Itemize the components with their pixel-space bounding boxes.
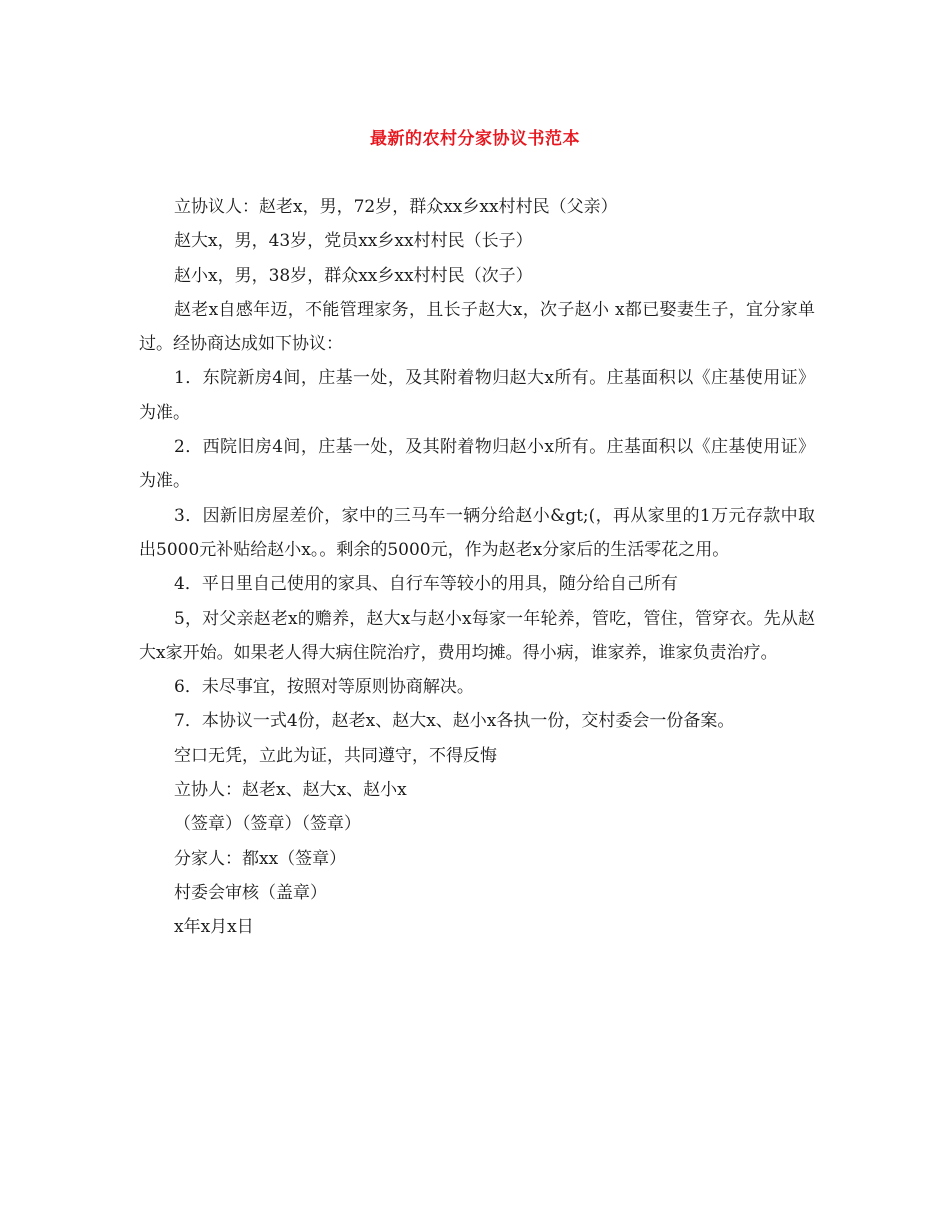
closing-statement: 空口无凭，立此为证，共同遵守，不得反悔 (174, 745, 497, 766)
clause-4-paragraph: 4．平日里自己使用的家具、自行车等较小的用具，随分给自己所有 (174, 574, 678, 595)
signatories-line: 立协人：赵老x、赵大x、赵小x (174, 780, 407, 801)
document-title: 最新的农村分家协议书范本 (370, 129, 580, 149)
date-line: x年x月x日 (174, 917, 254, 938)
village-committee-approval-line: 村委会审核（盖章） (174, 882, 327, 903)
clause-3-paragraph: 3．因新旧房屋差价，家中的三马车一辆分给赵小&gt;(，再从家里的1万元存款中取出5000元补贴给赵小x。。剩余的5000元，作为赵老x分家后的生活零花之用。 (139, 505, 815, 560)
party-second-son-paragraph: 赵小x，男，38岁，群众xx乡xx村村民（次子） (174, 265, 533, 286)
clause-6-paragraph: 6．未尽事宜，按照对等原则协商解决。 (174, 677, 474, 698)
clause-2-paragraph: 2．西院旧房4间，庄基一处，及其附着物归赵小x所有。庄基面积以《庄基使用证》为准。 (139, 437, 815, 492)
signature-seals-line: （签章）（签章）（签章） (174, 814, 361, 835)
document-body (139, 190, 815, 945)
clause-1-paragraph: 1．东院新房4间，庄基一处，及其附着物归赵大x所有。庄基面积以《庄基使用证》为准。 (139, 368, 815, 423)
party-eldest-son-paragraph: 赵大x，男，43岁，党员xx乡xx村村民（长子） (174, 231, 533, 252)
clause-5-paragraph: 5，对父亲赵老x的赡养，赵大x与赵小x每家一年轮养，管吃，管住，管穿衣。先从赵大x家开始。如果老人得大病住院治疗，费用均摊。得小病，谁家养，谁家负责治疗。 (139, 608, 815, 663)
preamble-paragraph: 赵老x自感年迈，不能管理家务，且长子赵大x，次子赵小 x都已娶妻生子，宜分家单过。经协商达成如下协议： (139, 299, 815, 355)
party-father-paragraph: 立协议人：赵老x，男，72岁，群众xx乡xx村村民（父亲） (174, 197, 618, 217)
clause-7-paragraph: 7．本协议一式4份，赵老x、赵大x、赵小x各执一份，交村委会一份备案。 (174, 711, 735, 732)
divider-person-line: 分家人：都xx（签章） (174, 848, 347, 869)
